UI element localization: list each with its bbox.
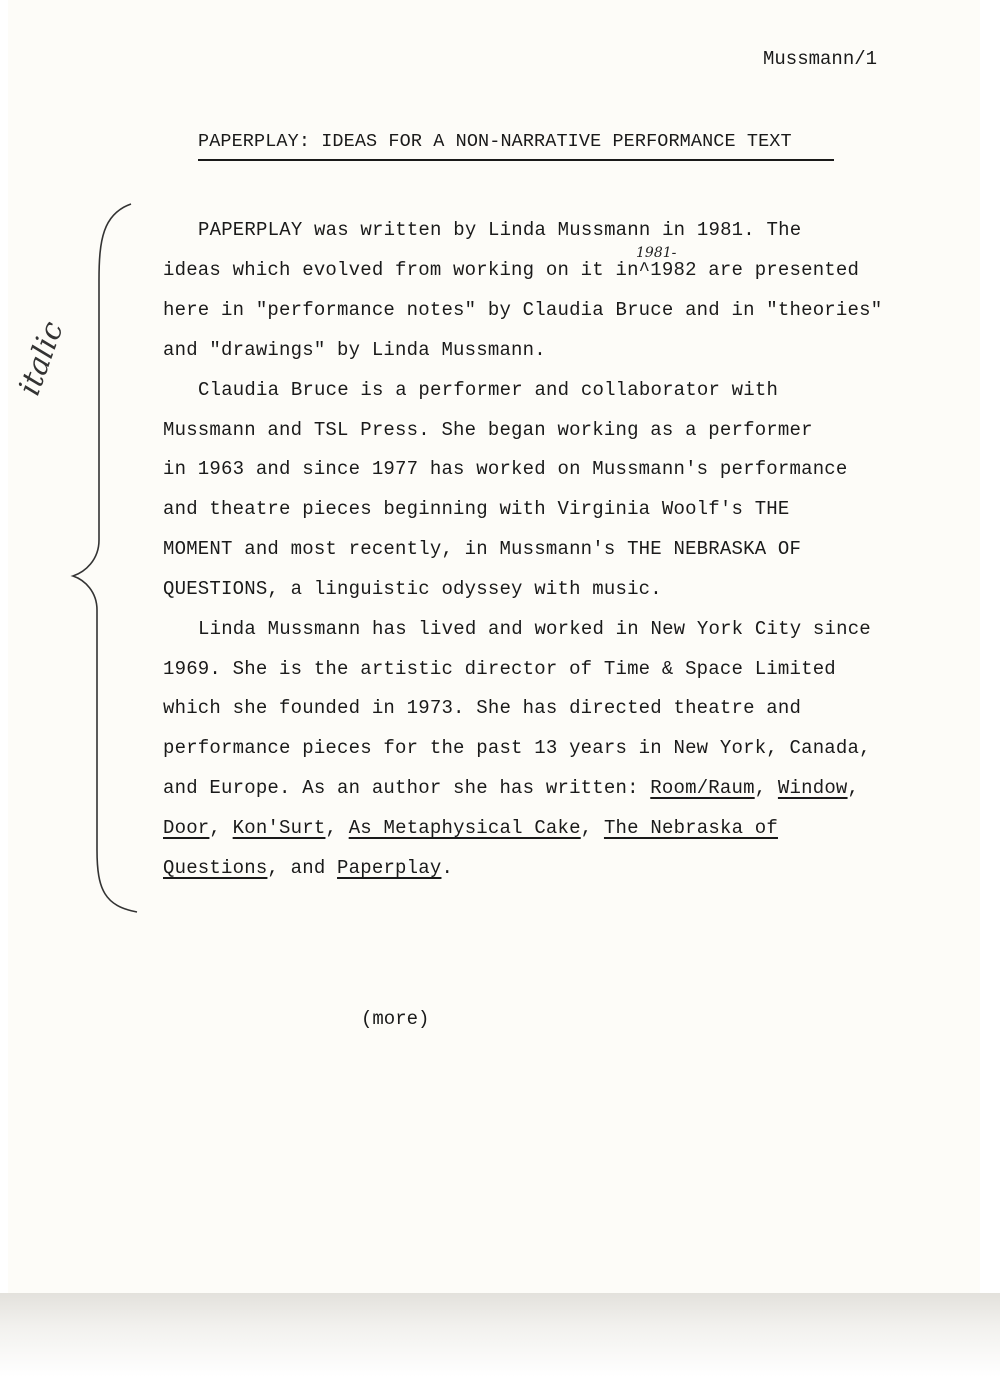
para3-line3: which she founded in 1973. She has directed theatre and (163, 697, 802, 719)
para1-line4: and "drawings" by Linda Mussmann. (163, 339, 546, 361)
para2-line6: QUESTIONS, a linguistic odyssey with music. (163, 578, 662, 600)
work-title: The Nebraska of (603, 817, 778, 839)
work-title: Window (777, 777, 848, 799)
para3-line2: 1969. She is the artistic director of Time & Space Limited (163, 658, 836, 680)
margin-note-handwritten: italic (12, 317, 71, 400)
para1-line2: ideas which evolved from working on it in^1982 are presented (163, 259, 860, 281)
work-title: Kon'Surt (232, 817, 326, 839)
para1-line1: PAPERPLAY was written by Linda Mussmann in 1981. The (198, 219, 802, 241)
work-title: As Metaphysical Cake (348, 817, 581, 839)
para3-line1: Linda Mussmann has lived and worked in New York City since (198, 618, 871, 640)
work-title: Paperplay (337, 857, 442, 879)
document-title: PAPERPLAY: IDEAS FOR A NON-NARRATIVE PERFORMANCE TEXT (198, 131, 834, 161)
scan-background (0, 1293, 1000, 1377)
page-header: Mussmann/1 (763, 48, 878, 70)
para3-line6: Door, Kon'Surt, As Metaphysical Cake, The Nebraska of (163, 817, 778, 839)
continuation-marker: (more) (361, 1008, 430, 1030)
para2-line5: MOMENT and most recently, in Mussmann's THE NEBRASKA OF (163, 538, 802, 560)
para3-line5: and Europe. As an author she has written: Room/Raum, Window, (163, 777, 860, 799)
para2-line3: in 1963 and since 1977 has worked on Mussmann's performance (163, 458, 848, 480)
para2-line2: Mussmann and TSL Press. She began working as a performer (163, 419, 813, 441)
works-intro: and Europe. As an author she has written: (163, 777, 651, 799)
para3-line4: performance pieces for the past 13 years in New York, Canada, (163, 737, 871, 759)
para3-line7: Questions, and Paperplay. (163, 857, 454, 879)
work-title: Door (163, 817, 210, 839)
para2-line4: and theatre pieces beginning with Virginia Woolf's THE (163, 498, 790, 520)
work-title: Questions (163, 857, 268, 879)
document-page (8, 0, 980, 1293)
para1-line3: here in "performance notes" by Claudia Bruce and in "theories" (163, 299, 883, 321)
handwritten-insertion: 1981- (636, 245, 677, 261)
work-title: Room/Raum (650, 777, 755, 799)
margin-brace (63, 200, 143, 920)
para2-line1: Claudia Bruce is a performer and collaborator with (198, 379, 779, 401)
